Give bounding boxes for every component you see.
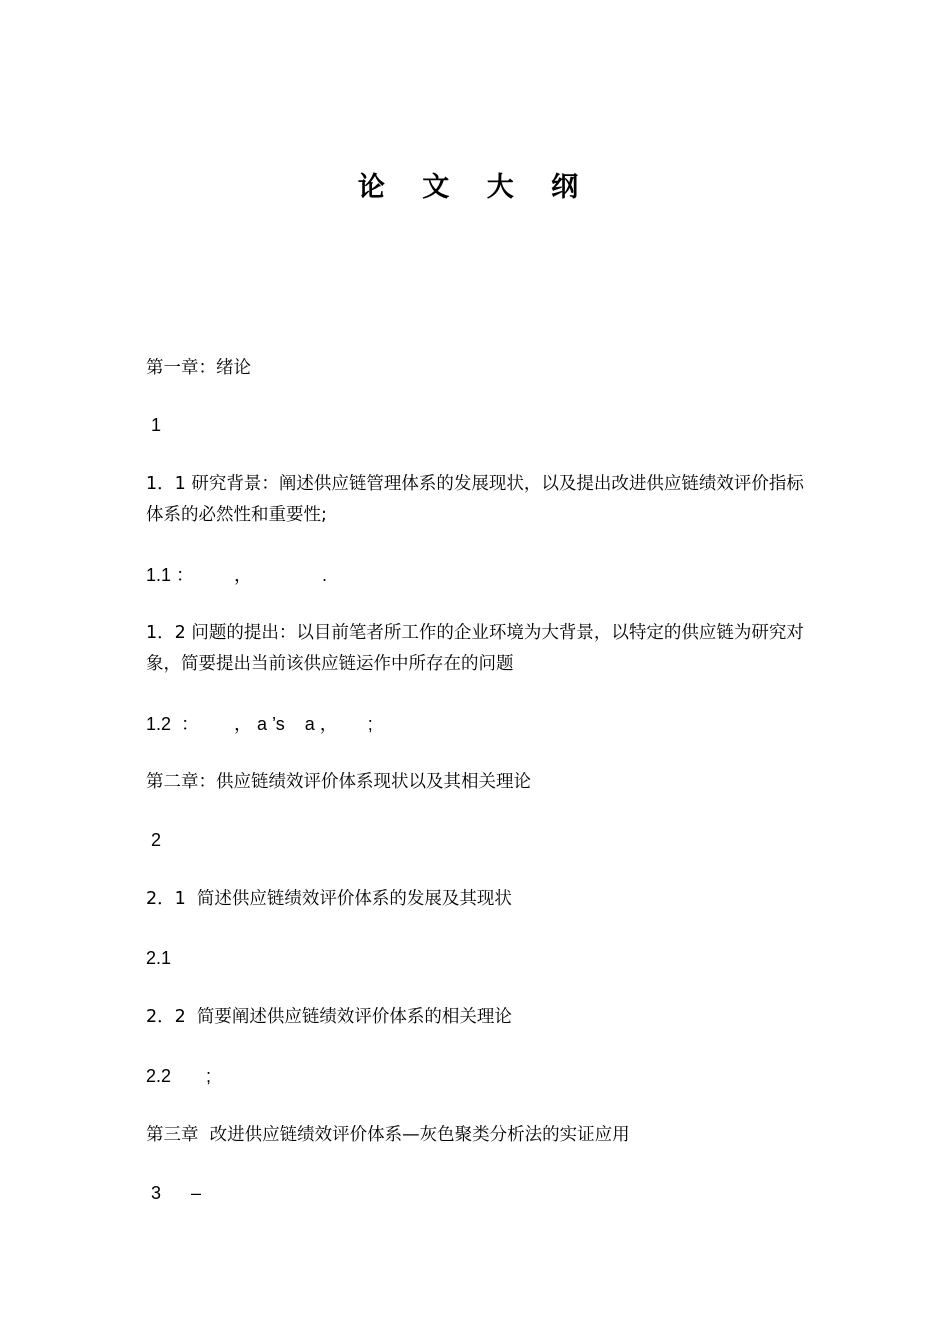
document-title: 论 文 大 纲 bbox=[357, 172, 593, 203]
chapter-2-heading: 第二章：供应链绩效评价体系现状以及其相关理论 bbox=[146, 772, 531, 792]
section-2-2-text: 2．2 简要阐述供应链绩效评价体系的相关理论 bbox=[146, 1007, 512, 1027]
section-1-1-fragment: 1.1 ： ， . bbox=[146, 565, 328, 585]
chapter-3-heading: 第三章 改进供应链绩效评价体系—灰色聚类分析法的实证应用 bbox=[146, 1125, 630, 1145]
chapter-1-number: 1 bbox=[146, 415, 162, 435]
section-1-1-text: 1．1 研究背景：阐述供应链管理体系的发展现状，以及提出改进供应链绩效评价指标体系的必然性和重要性; bbox=[146, 474, 804, 525]
chapter-3-number: 3 – bbox=[146, 1183, 202, 1203]
section-1-2-fragment: 1.2 ： ， a ’s a ， ; bbox=[146, 714, 373, 734]
section-2-1-text: 2．1 简述供应链绩效评价体系的发展及其现状 bbox=[146, 889, 512, 909]
section-2-1-fragment: 2.1 bbox=[146, 948, 172, 968]
section-2-2-fragment: 2.2 ; bbox=[146, 1066, 212, 1086]
chapter-2-number: 2 bbox=[146, 830, 162, 850]
chapter-1-heading: 第一章：绪论 bbox=[146, 358, 251, 378]
section-1-2-text: 1．2 问题的提出：以目前笔者所工作的企业环境为大背景，以特定的供应链为研究对象，简要提出当前该供应链运作中所存在的问题 bbox=[146, 623, 804, 674]
